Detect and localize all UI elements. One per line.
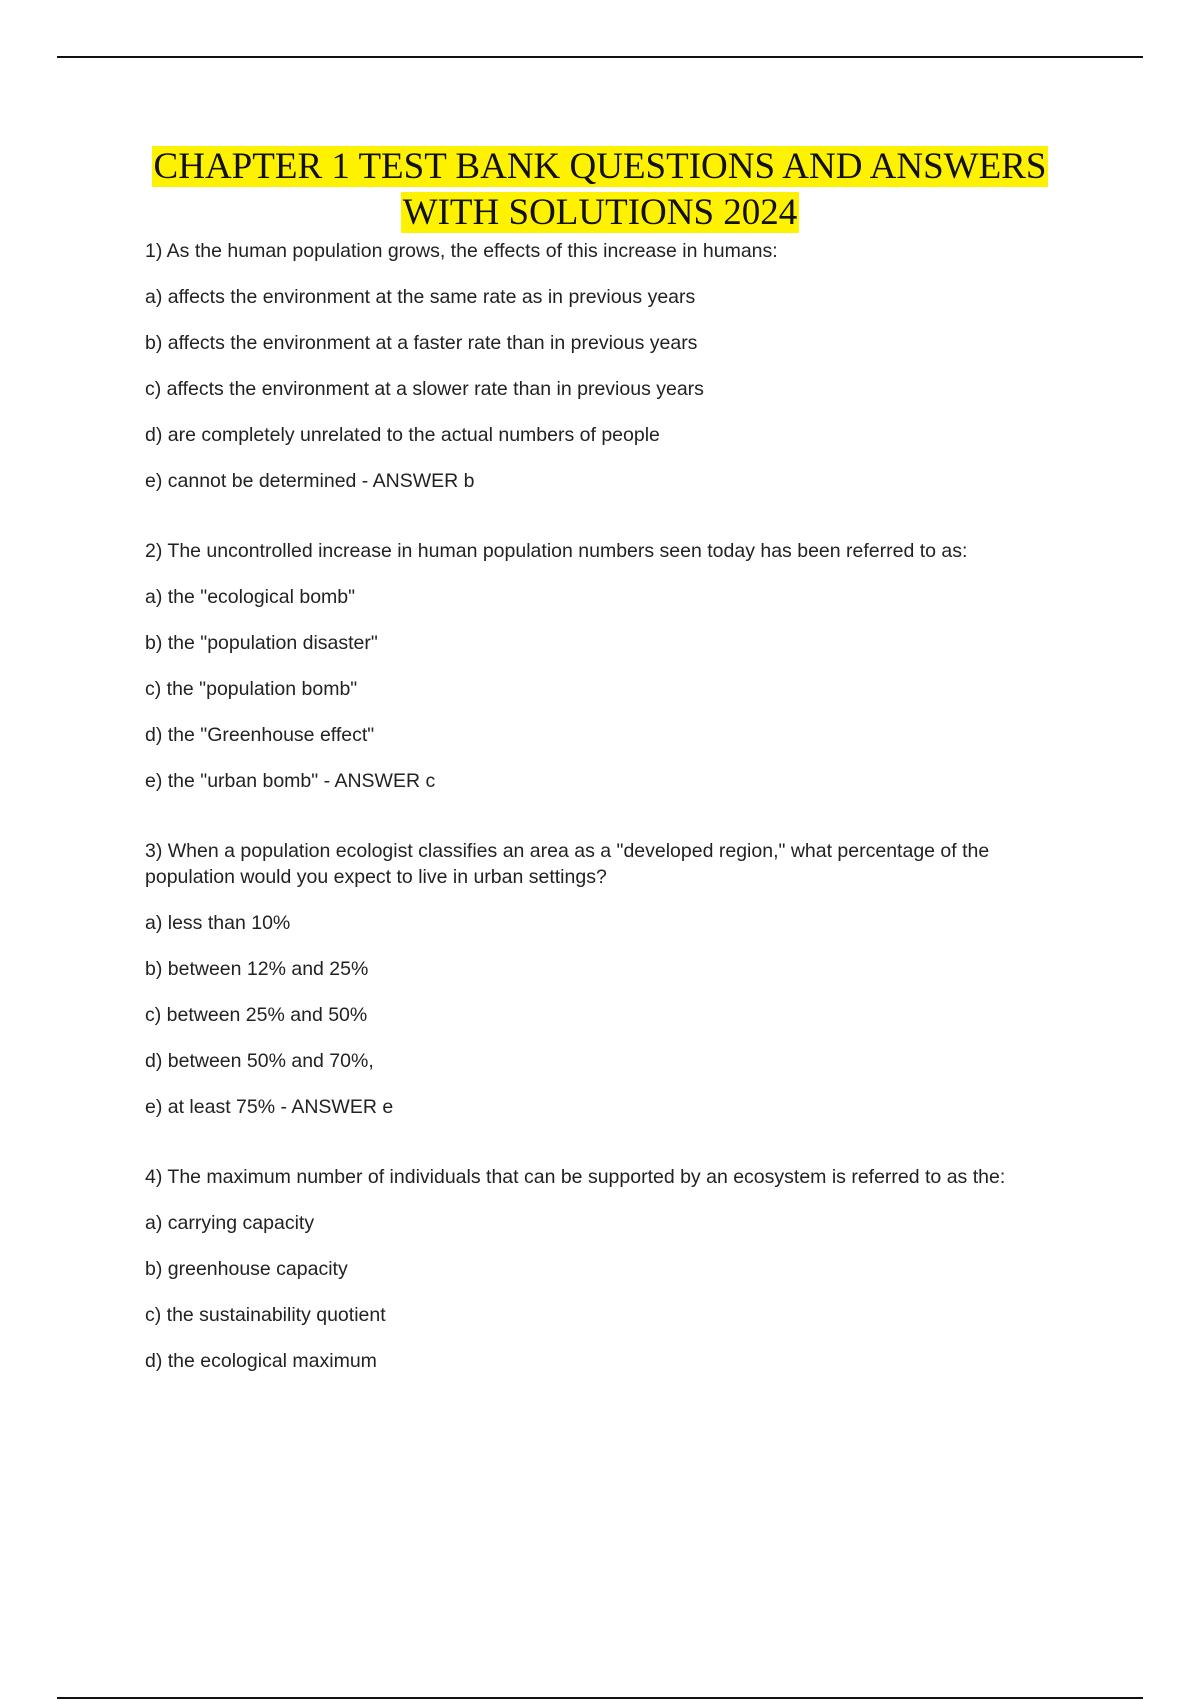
option-a: a) carrying capacity (145, 1212, 315, 1234)
option-b: b) affects the environment at a faster rate than in previous years (145, 332, 698, 354)
option-b: b) between 12% and 25% (145, 958, 369, 980)
option-a: a) less than 10% (145, 912, 291, 934)
option-b: b) the "population disaster" (145, 632, 378, 654)
option-d: d) between 50% and 70%, (145, 1050, 374, 1072)
question-text: 2) The uncontrolled increase in human population numbers seen today has been referred to as: (145, 540, 968, 562)
option-e-answer: e) the "urban bomb" - ANSWER c (145, 770, 436, 792)
option-b: b) greenhouse capacity (145, 1258, 348, 1280)
option-a: a) affects the environment at the same rate as in previous years (145, 286, 696, 308)
option-d: d) are completely unrelated to the actual numbers of people (145, 424, 660, 446)
option-c: c) the "population bomb" (145, 678, 358, 700)
document-title (0, 144, 1200, 236)
question-text: 4) The maximum number of individuals that can be supported by an ecosystem is referred to as the: (145, 1166, 1006, 1188)
option-c: c) affects the environment at a slower rate than in previous years (145, 378, 704, 400)
question-2 (145, 538, 1065, 794)
option-d: d) the ecological maximum (145, 1350, 377, 1372)
bottom-rule (57, 1697, 1143, 1699)
question-3 (145, 838, 1065, 1120)
option-e-answer: e) at least 75% - ANSWER e (145, 1096, 394, 1118)
title-line-2: WITH SOLUTIONS 2024 (402, 192, 798, 233)
title-line-1: CHAPTER 1 TEST BANK QUESTIONS AND ANSWERS (153, 146, 1047, 187)
question-text: 3) When a population ecologist classifies an area as a "developed region," what percentage of the population would you expect to live in urban settings? (145, 840, 990, 888)
option-e-answer: e) cannot be determined - ANSWER b (145, 470, 475, 492)
option-c: c) the sustainability quotient (145, 1304, 386, 1326)
question-4 (145, 1164, 1065, 1374)
option-a: a) the "ecological bomb" (145, 586, 356, 608)
option-c: c) between 25% and 50% (145, 1004, 368, 1026)
question-1 (145, 238, 1065, 494)
questions-list (145, 238, 1065, 1418)
top-rule (57, 56, 1143, 58)
question-text: 1) As the human population grows, the effects of this increase in humans: (145, 240, 778, 262)
option-d: d) the "Greenhouse effect" (145, 724, 375, 746)
